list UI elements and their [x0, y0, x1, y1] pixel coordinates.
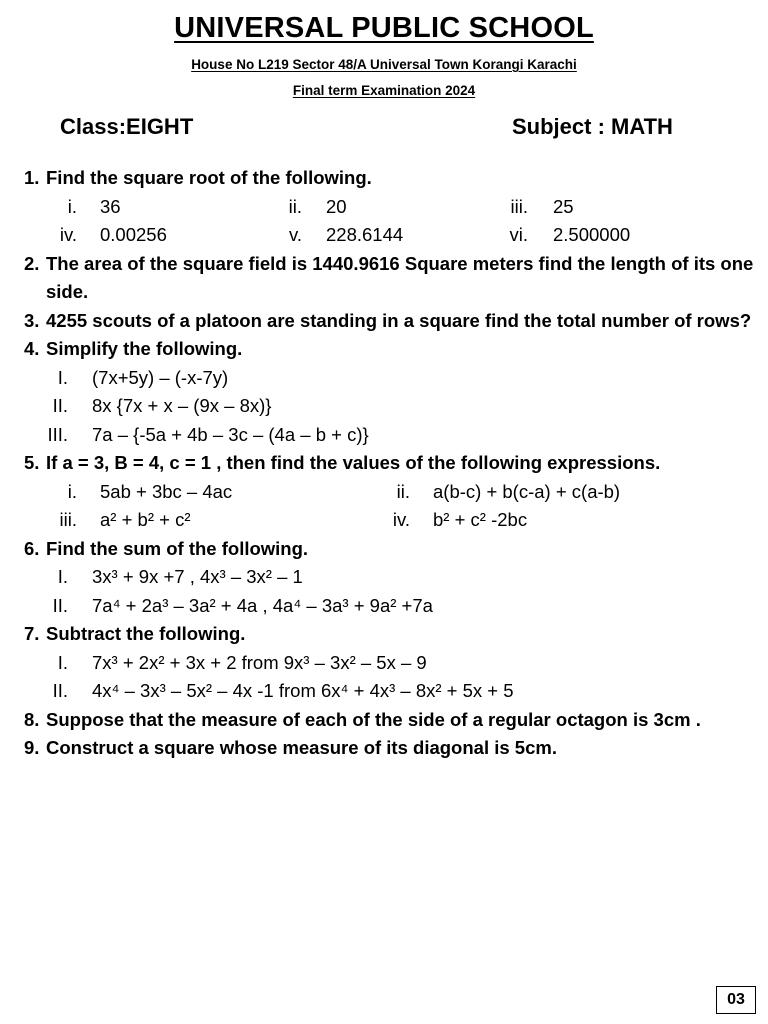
item-label: I.: [57, 566, 68, 587]
item-label: i.: [67, 195, 77, 217]
item-label: II.: [52, 594, 68, 616]
item-label: iii.: [59, 509, 77, 530]
exam-title: Final term Examination 2024: [292, 83, 476, 98]
q4-item-2: [24, 392, 764, 421]
question-9: 9. Construct a square whose measure of its diagonal is 5cm.: [24, 737, 557, 758]
class-label: Class:EIGHT: [60, 114, 194, 139]
item-label: i.: [67, 480, 77, 502]
item-label: II.: [52, 395, 68, 416]
item-label: I.: [57, 651, 68, 673]
item-value: 20: [326, 195, 347, 217]
item-value: 0.00256: [100, 224, 167, 245]
question-2: 2. The area of the square field is 1440.9616 Square meters find the length of its one side.: [24, 252, 754, 302]
item-value: 3x³ + 9x +7 , 4x³ – 3x² – 1: [92, 566, 303, 587]
item-value: b² + c² -2bc: [433, 509, 528, 530]
q6-item-2: [24, 592, 764, 621]
question-list: [24, 164, 764, 763]
question-6: 6. Find the sum of the following.: [24, 537, 309, 559]
q7-item-1: [24, 649, 764, 678]
item-label: v.: [288, 224, 302, 245]
page-number: 03: [716, 986, 756, 1014]
item-value: 7x³ + 2x² + 3x + 2 from 9x³ – 3x² – 5x – 9: [92, 651, 427, 673]
item-value: 2.500000: [553, 224, 631, 245]
item-value: 36: [100, 195, 121, 217]
item-label: iv.: [392, 509, 410, 530]
item-value: 228.6144: [326, 224, 404, 245]
item-label: iv.: [59, 224, 77, 245]
item-label: III.: [47, 423, 68, 445]
item-value: 25: [553, 195, 574, 217]
school-title: UNIVERSAL PUBLIC SCHOOL: [174, 12, 594, 44]
question-3: 3. 4255 scouts of a platoon are standing in a square find the total number of rows?: [24, 309, 752, 331]
item-value: a² + b² + c²: [100, 509, 191, 530]
item-label: ii.: [396, 480, 410, 502]
item-value: (7x+5y) – (-x-7y): [92, 366, 229, 388]
question-4: 4. Simplify the following.: [24, 338, 243, 359]
item-label: vi.: [509, 224, 528, 245]
q4-item-1: [24, 364, 764, 393]
item-label: I.: [57, 366, 68, 388]
subject-label: Subject : MATH: [512, 114, 673, 139]
item-value: 8x {7x + x – (9x – 8x)}: [92, 395, 272, 416]
item-label: ii.: [288, 195, 302, 217]
q4-item-3: [24, 421, 764, 450]
question-5: 5. If a = 3, B = 4, c = 1 , then find the values of the following expressions.: [24, 452, 661, 473]
q6-item-1: [24, 563, 764, 592]
item-value: 7a⁴ + 2a³ – 3a² + 4a , 4a⁴ – 3a³ + 9a² +7a: [92, 594, 433, 616]
q1-row-1: [24, 193, 764, 222]
item-value: 4x⁴ – 3x³ – 5x² – 4x -1 from 6x⁴ + 4x³ – 8x² + 5x + 5: [92, 680, 514, 701]
item-value: 7a – {-5a + 4b – 3c – (4a – b + c)}: [92, 423, 369, 445]
question-1: 1. Find the square root of the following.: [24, 167, 372, 188]
item-label: iii.: [510, 195, 528, 217]
q7-item-2: [24, 677, 764, 706]
question-8: 8. Suppose that the measure of each of the side of a regular octagon is 3cm .: [24, 708, 701, 730]
item-value: a(b-c) + b(c-a) + c(a-b): [433, 480, 621, 502]
question-7: 7. Subtract the following.: [24, 623, 246, 644]
q5-row-1: [24, 478, 764, 507]
item-label: II.: [52, 680, 68, 701]
q1-row-2: [24, 221, 764, 250]
q5-row-2: [24, 506, 764, 535]
school-address: House No L219 Sector 48/A Universal Town Korangi Karachi: [191, 57, 577, 72]
item-value: 5ab + 3bc – 4ac: [100, 480, 233, 502]
